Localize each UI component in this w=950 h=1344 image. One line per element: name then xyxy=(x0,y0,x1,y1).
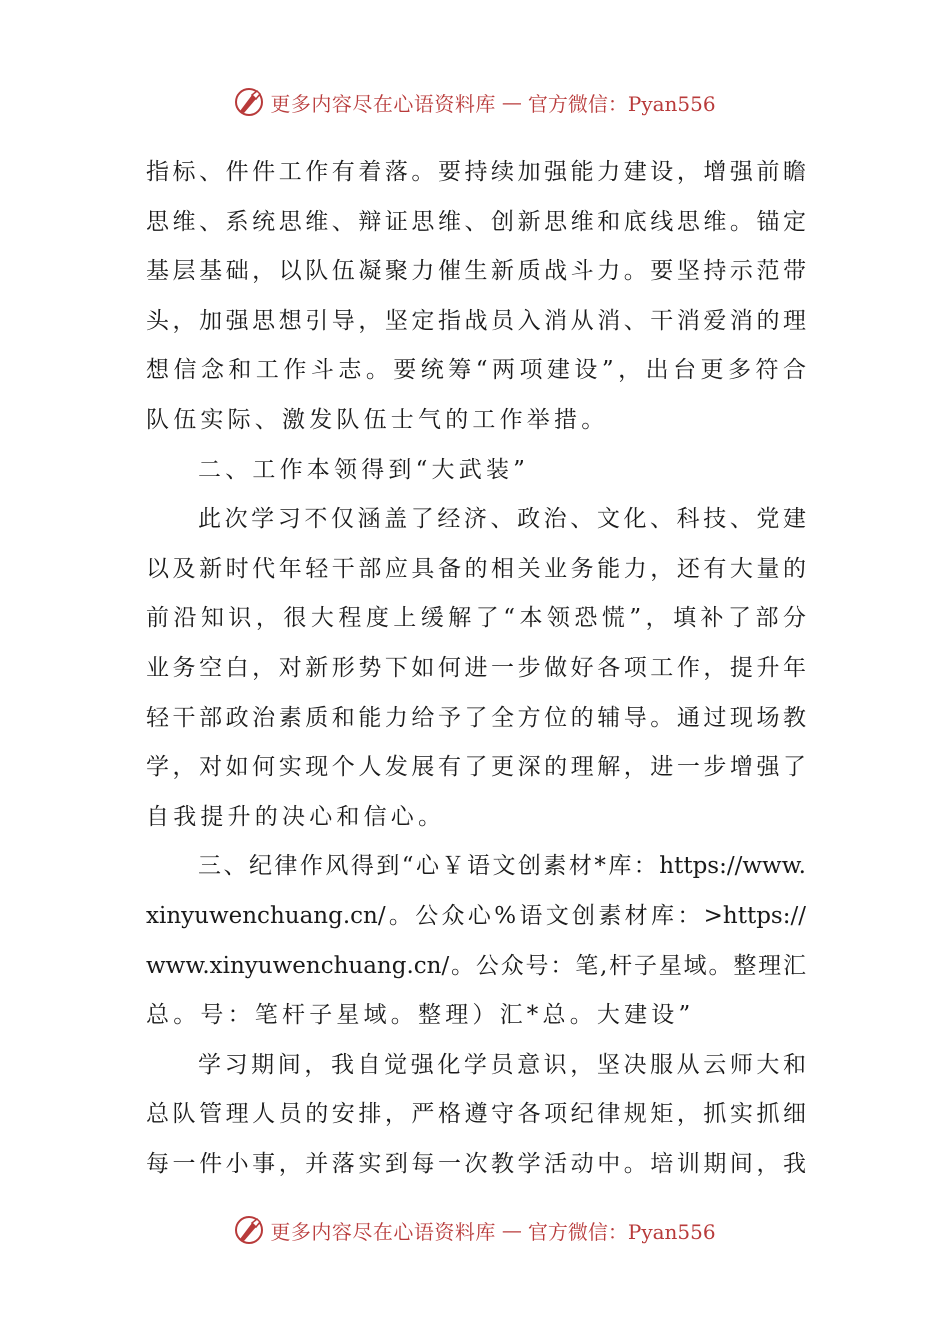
body-line: 总队管理人员的安排，严格遵守各项纪律规矩，抓实抓细 xyxy=(146,1101,806,1128)
body-line: 业务空白，对新形势下如何进一步做好各项工作，提升年 xyxy=(146,654,806,681)
document-body xyxy=(146,148,806,1189)
header-separator: — xyxy=(501,90,522,114)
body-line: 每一件小事，并落实到每一次教学活动中。培训期间，我 xyxy=(146,1150,806,1177)
body-line: 轻干部政治素质和能力给予了全方位的辅导。通过现场教 xyxy=(146,704,806,731)
body-line: 头，加强思想引导，坚定指战员入消从消、干消爱消的理 xyxy=(146,307,806,334)
footer-wechat-text: 官方微信：Pyan556 xyxy=(527,1219,716,1244)
body-line: 基层基础，以队伍凝聚力催生新质战斗力。要坚持示范带 xyxy=(146,258,806,285)
header-banner xyxy=(0,82,950,122)
footer-separator: — xyxy=(501,1218,522,1242)
body-line: xinyuwenchuang.cn/。公众心%语文创素材库：>https:// xyxy=(146,902,806,929)
body-line: 自我提升的决心和信心。 xyxy=(146,803,446,830)
footer-banner xyxy=(0,1210,950,1250)
body-line: 学习期间，我自觉强化学员意识，坚决服从云师大和 xyxy=(198,1051,806,1078)
body-line: 指标、件件工作有着落。要持续加强能力建设，增强前瞻 xyxy=(146,159,806,185)
body-line: 此次学习不仅涵盖了经济、政治、文化、科技、党建 xyxy=(198,506,806,533)
pen-nib-icon xyxy=(234,1215,264,1245)
pen-nib-icon xyxy=(234,87,264,117)
body-line: 队伍实际、激发队伍士气的工作举措。 xyxy=(146,406,609,433)
body-line: 学，对如何实现个人发展有了更深的理解，进一步增强了 xyxy=(146,754,806,781)
body-line: 前沿知识，很大程度上缓解了“本领恐慌”，填补了部分 xyxy=(146,605,806,632)
section-heading-3: 三、纪律作风得到“心￥语文创素材*库：https://www. xyxy=(198,853,806,880)
body-line: 总。号：笔杆子星域。整理）汇*总。大建设” xyxy=(146,1002,695,1029)
header-banner-content xyxy=(234,87,715,117)
header-wechat-text: 官方微信：Pyan556 xyxy=(527,91,716,116)
footer-banner-content xyxy=(234,1215,715,1245)
section-heading-2: 二、工作本领得到“大武装” xyxy=(198,456,530,483)
footer-brand-text: 更多内容尽在心语资料库 xyxy=(270,1219,496,1244)
body-line: 想信念和工作斗志。要统筹“两项建设”，出台更多符合 xyxy=(146,357,806,384)
body-line: 思维、系统思维、辩证思维、创新思维和底线思维。锚定 xyxy=(146,208,806,235)
header-brand-text: 更多内容尽在心语资料库 xyxy=(270,91,496,116)
body-line: 以及新时代年轻干部应具备的相关业务能力，还有大量的 xyxy=(146,555,806,582)
body-line: www.xinyuwenchuang.cn/。公众号：笔,杆子星域。整理汇 xyxy=(146,952,806,979)
